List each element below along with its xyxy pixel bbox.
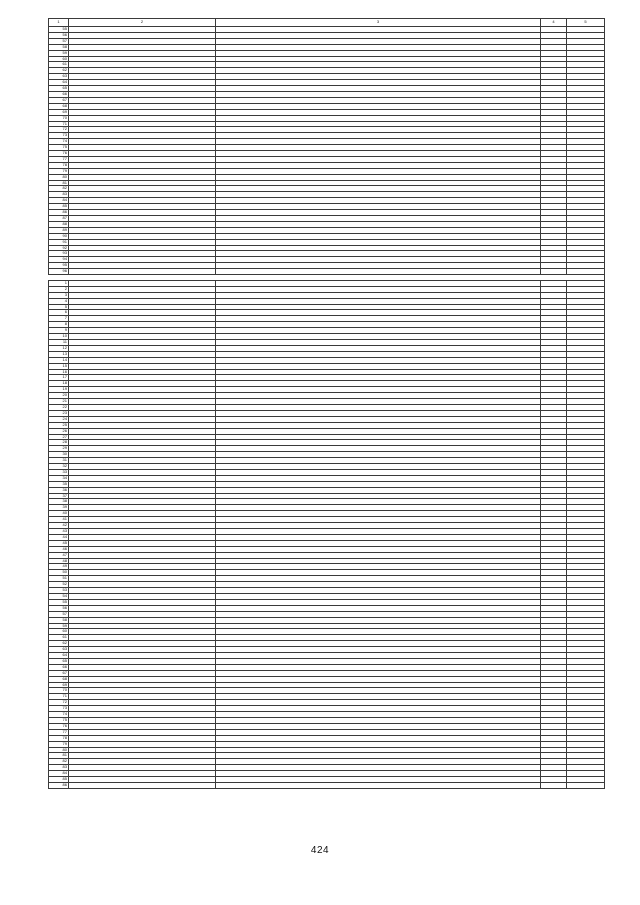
row-number: 77 [49,729,69,735]
row-number: 20 [49,393,69,399]
row-number: 58 [49,44,69,50]
row-number: 60 [49,56,69,62]
row-number: 60 [49,629,69,635]
column-header: 2 [69,19,216,27]
row-number: 16 [49,369,69,375]
row-number: 39 [49,505,69,511]
row-number: 62 [49,68,69,74]
capital-repair-table [48,18,605,789]
row-number: 14 [49,357,69,363]
row-number: 30 [49,452,69,458]
row-number: 48 [49,558,69,564]
row-number: 64 [49,653,69,659]
row-number: 63 [49,647,69,653]
row-number: 95 [49,263,69,269]
row-number: 11 [49,340,69,346]
row-number: 9 [49,328,69,334]
row-number: 72 [49,127,69,133]
row-number: 77 [49,156,69,162]
row-number: 73 [49,133,69,139]
row-number: 69 [49,109,69,115]
row-number: 85 [49,204,69,210]
row-number: 89 [49,227,69,233]
row-number: 80 [49,747,69,753]
row-number: 35 [49,481,69,487]
row-number: 51 [49,576,69,582]
row-number: 93 [49,251,69,257]
row-number: 28 [49,440,69,446]
row-number: 2 [49,286,69,292]
row-number: 43 [49,529,69,535]
row-number: 45 [49,540,69,546]
row-number: 21 [49,399,69,405]
row-number: 61 [49,62,69,68]
row-number: 94 [49,257,69,263]
row-number: 55 [49,27,69,33]
row-number: 58 [49,617,69,623]
row-number: 64 [49,80,69,86]
table-body [49,27,605,789]
row-number: 81 [49,753,69,759]
row-number: 69 [49,682,69,688]
row-number: 55 [49,599,69,605]
row-number: 85 [49,777,69,783]
row-number: 24 [49,416,69,422]
row-number: 68 [49,676,69,682]
row-number: 36 [49,487,69,493]
row-number: 76 [49,151,69,157]
row-number: 74 [49,712,69,718]
row-number: 83 [49,192,69,198]
row-number: 10 [49,334,69,340]
row-number: 81 [49,180,69,186]
row-number: 52 [49,582,69,588]
column-header: 5 [567,19,605,27]
row-number: 86 [49,210,69,216]
row-number: 75 [49,145,69,151]
row-number: 75 [49,718,69,724]
row-number: 83 [49,765,69,771]
row-number: 37 [49,493,69,499]
row-number: 59 [49,50,69,56]
row-number: 96 [49,269,69,275]
row-number: 5 [49,304,69,310]
row-number: 87 [49,216,69,222]
row-number: 12 [49,345,69,351]
row-number: 32 [49,464,69,470]
row-number: 1 [49,280,69,286]
row-number: 88 [49,221,69,227]
row-number: 41 [49,517,69,523]
row-number: 70 [49,115,69,121]
row-number: 57 [49,611,69,617]
row-number: 91 [49,239,69,245]
row-number: 86 [49,782,69,788]
row-number: 79 [49,168,69,174]
row-number: 4 [49,298,69,304]
row-number: 84 [49,771,69,777]
row-number: 27 [49,434,69,440]
row-number: 25 [49,422,69,428]
row-number: 82 [49,759,69,765]
row-number: 49 [49,564,69,570]
row-number: 80 [49,174,69,180]
row-number: 33 [49,469,69,475]
row-number: 59 [49,623,69,629]
row-number: 34 [49,475,69,481]
row-address [69,782,216,788]
row-number: 72 [49,700,69,706]
row-number: 29 [49,446,69,452]
row-number: 71 [49,694,69,700]
row-number: 63 [49,74,69,80]
row-number: 78 [49,162,69,168]
row-number: 84 [49,198,69,204]
row-number: 61 [49,635,69,641]
row-number: 57 [49,38,69,44]
row-number: 68 [49,103,69,109]
row-number: 40 [49,511,69,517]
row-number: 76 [49,723,69,729]
row-number: 65 [49,658,69,664]
row-number: 6 [49,310,69,316]
row-number: 62 [49,641,69,647]
table-row [49,782,605,788]
row-number: 44 [49,534,69,540]
row-number: 26 [49,428,69,434]
column-header: 3 [216,19,541,27]
row-number: 92 [49,245,69,251]
row-work-type [216,782,541,788]
row-number: 8 [49,322,69,328]
row-number: 78 [49,735,69,741]
row-number: 73 [49,706,69,712]
row-number: 53 [49,588,69,594]
row-number: 47 [49,552,69,558]
row-number: 54 [49,593,69,599]
row-number: 67 [49,97,69,103]
row-period [567,782,605,788]
row-number: 66 [49,91,69,97]
row-number: 67 [49,670,69,676]
row-number: 46 [49,546,69,552]
column-header: 1 [49,19,69,27]
table-wrapper [48,18,604,789]
column-header-row [49,19,605,27]
row-number: 90 [49,233,69,239]
row-number: 50 [49,570,69,576]
row-number: 74 [49,139,69,145]
row-number: 31 [49,458,69,464]
row-number: 79 [49,741,69,747]
row-number: 19 [49,387,69,393]
row-number: 23 [49,410,69,416]
column-header: 4 [541,19,567,27]
row-number: 65 [49,86,69,92]
row-number: 82 [49,186,69,192]
row-number: 70 [49,688,69,694]
row-number: 15 [49,363,69,369]
row-number: 18 [49,381,69,387]
row-year [541,782,567,788]
row-number: 13 [49,351,69,357]
row-number: 38 [49,499,69,505]
row-number: 71 [49,121,69,127]
page-number: 424 [310,845,330,856]
row-number: 17 [49,375,69,381]
row-number: 42 [49,523,69,529]
row-number: 7 [49,316,69,322]
row-number: 3 [49,292,69,298]
row-number: 56 [49,32,69,38]
row-number: 56 [49,605,69,611]
row-number: 22 [49,404,69,410]
row-number: 66 [49,664,69,670]
